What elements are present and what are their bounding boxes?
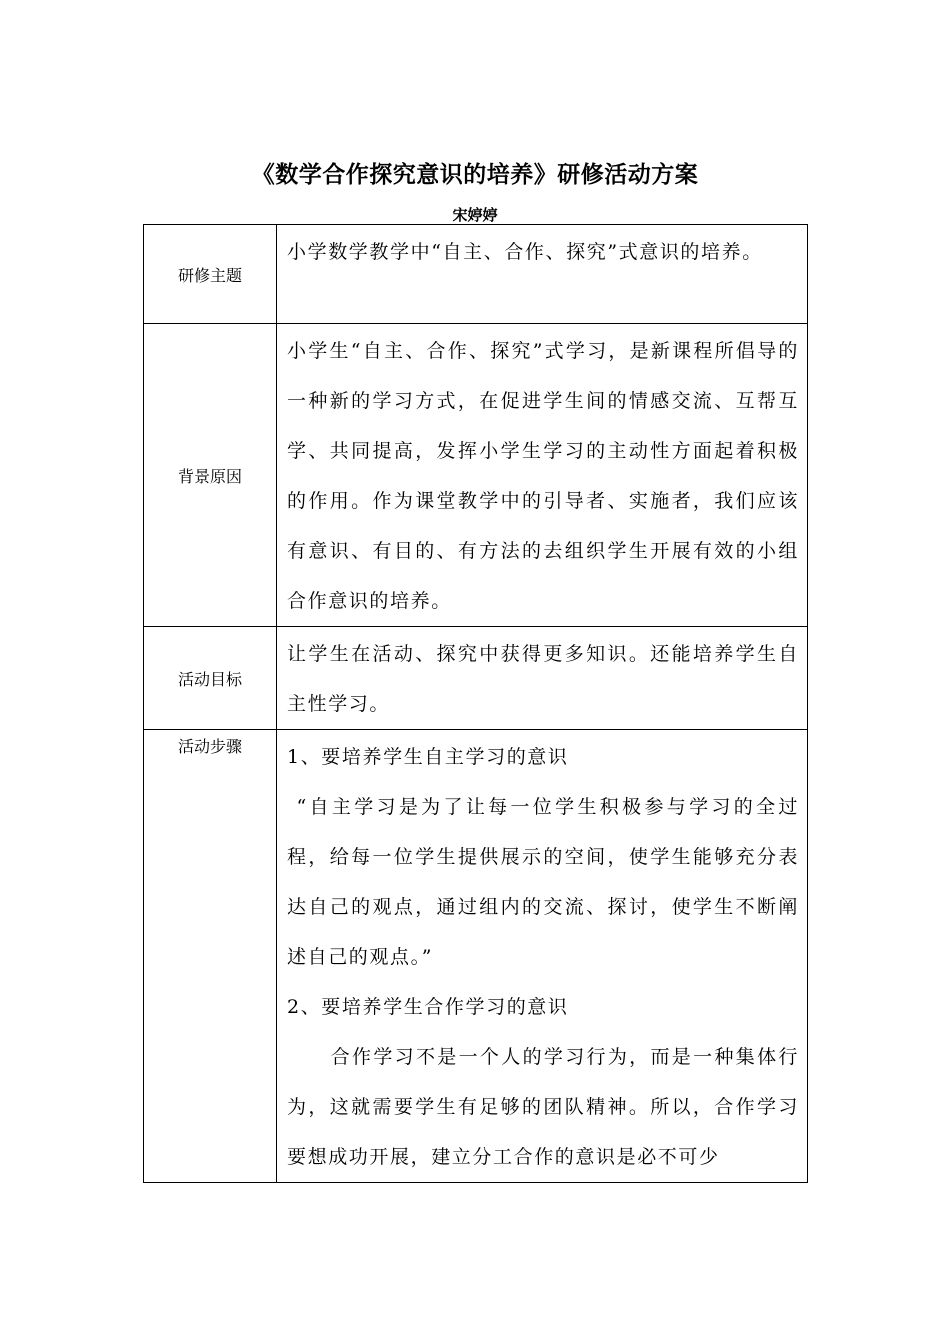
author-name: 宋婷婷 [452, 206, 498, 224]
document-title: 《数学合作探究意识的培养》研修活动方案 [251, 161, 699, 188]
label-cell-topic [144, 225, 277, 324]
row-label: 活动步骤 [177, 737, 242, 756]
table-row-background [144, 324, 808, 627]
row-label: 研修主题 [177, 265, 242, 285]
plan-table [143, 224, 808, 1183]
step-paragraph: “自主学习是为了让每一位学生积极参与学习的全过程，给每一位学生提供展示的空间，使学生能够充分表达自己的观点，通过组内的交流、探讨，使学生不断阐述自己的观点。” [287, 796, 799, 968]
content-cell-goal [277, 627, 808, 730]
step-heading: 2、要培养学生合作学习的意识 [287, 996, 569, 1018]
label-cell-goal [144, 627, 277, 730]
label-cell-steps [144, 730, 277, 1183]
row-label: 背景原因 [177, 466, 242, 486]
label-cell-background [144, 324, 277, 627]
row-content: 小学生“自主、合作、探究”式学习，是新课程所倡导的一种新的学习方式，在促进学生间的情感交流、互帮互学、共同提高，发挥小学生学习的主动性方面起着积极的作用。作为课堂教学中的引导者、实施者，我们应该有意识、有目的、有方法的去组织学生开展有效的小组合作意识的培养。 [287, 340, 799, 612]
step-heading: 1、要培养学生自主学习的意识 [287, 746, 569, 768]
row-content: 让学生在活动、探究中获得更多知识。还能培养学生自主性学习。 [287, 643, 799, 715]
content-cell-topic [277, 225, 808, 324]
content-cell-steps [277, 730, 808, 1183]
content-cell-background [277, 324, 808, 627]
step-paragraph: 合作学习不是一个人的学习行为，而是一种集体行为，这就需要学生有足够的团队精神。所以，合作学习要想成功开展，建立分工合作的意识是必不可少 [287, 1046, 799, 1168]
table-row-steps [144, 730, 808, 1183]
table-row-goal [144, 627, 808, 730]
table-row-topic [144, 225, 808, 324]
row-content: 小学数学教学中“自主、合作、探究”式意识的培养。 [287, 241, 763, 263]
row-label: 活动目标 [177, 669, 242, 689]
